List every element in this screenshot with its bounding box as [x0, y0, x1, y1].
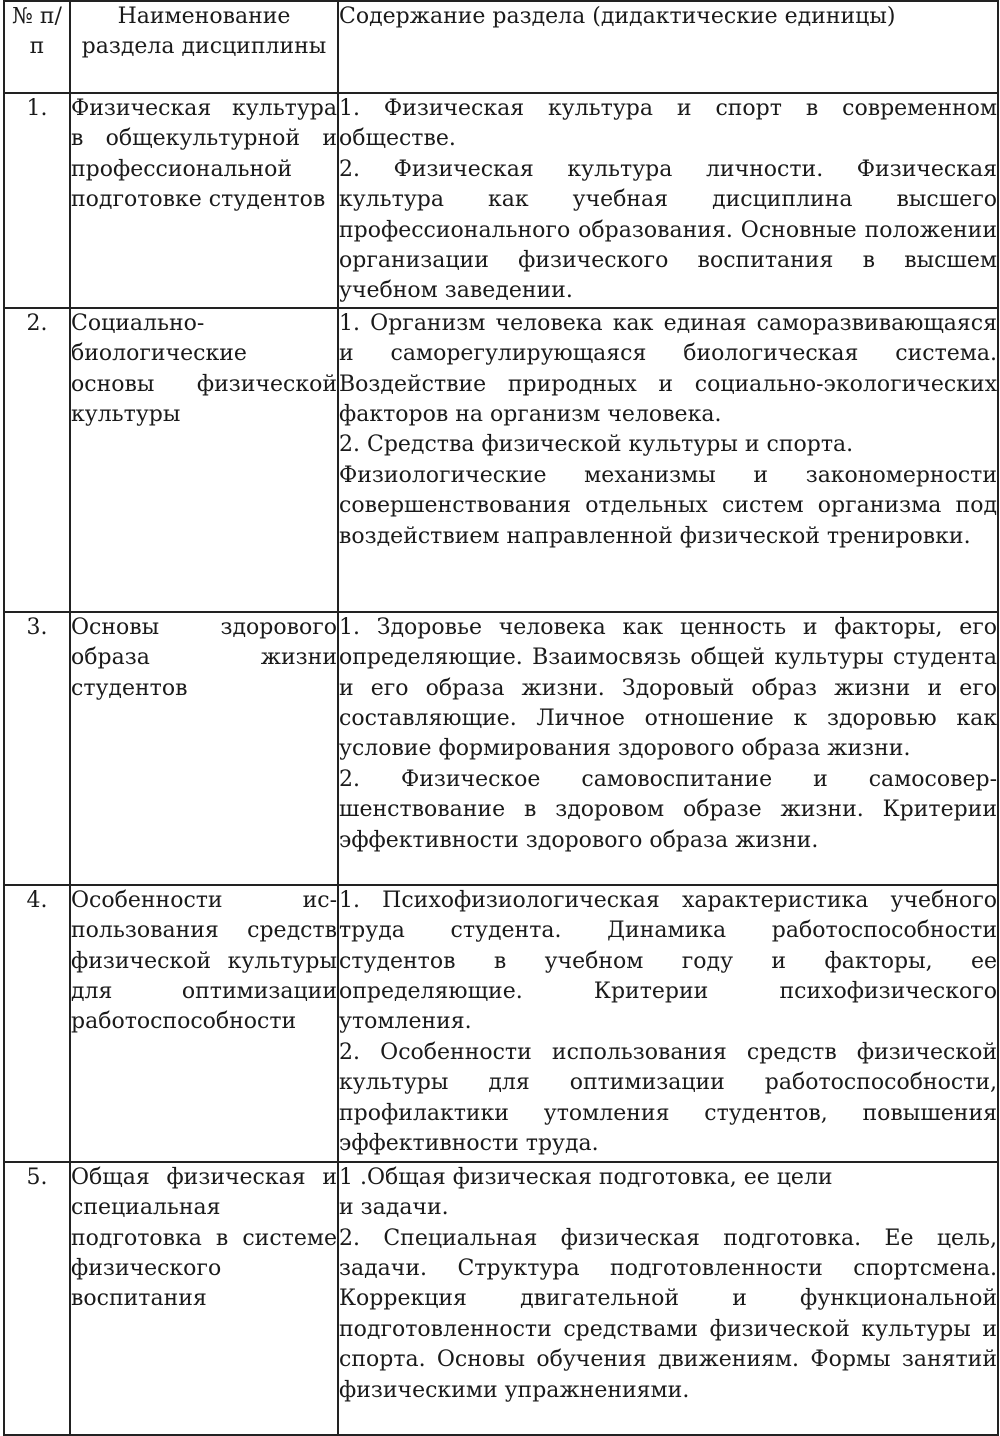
row-number: 1.	[4, 93, 70, 308]
table-header-row	[4, 1, 998, 93]
table-row	[4, 308, 998, 612]
table-row	[4, 1162, 998, 1435]
section-content	[338, 885, 998, 1162]
section-content	[338, 308, 998, 612]
section-content	[338, 93, 998, 308]
section-content	[338, 1162, 998, 1435]
content-paragraph: 1. Физическая культура и спорт в современном обществе.	[339, 96, 997, 152]
header-section-name: Наименование раздела дисциплины	[70, 1, 338, 93]
table-row	[4, 612, 998, 885]
section-name: Общая физическая и специальная подготовка в системе физического воспитания	[70, 1162, 338, 1435]
content-paragraph: 1. Здоровье человека как ценность и факторы, его определяющие. Взаимосвязь общей культуры студента и его образа жизни. Здоровый образ жизни и его составляющие. Личное отношение к здоровью как условие формирования здорового образа жизни.	[339, 614, 997, 762]
content-paragraph: Физиологические механизмы и закономерности совершенствования отдельных систем организма под воздействием направленной физической тренировки.	[339, 462, 997, 549]
row-number: 3.	[4, 612, 70, 885]
section-name: Основы здорового образа жизни студентов	[70, 612, 338, 885]
row-number: 4.	[4, 885, 70, 1162]
syllabus-table	[3, 0, 999, 1436]
table-row	[4, 93, 998, 308]
content-paragraph: 1. Организм человека как единая саморазвивающаяся и саморегулирующаяся биологическая система. Воздействие природных и социально-экологических факторов на организм человека.	[339, 310, 997, 428]
content-paragraph: 1. Психофизиологическая характеристика учебного труда студента. Динамика работоспособности студентов в учебном году и факторы, ее определяющие. Критерии психофизического утомления.	[339, 887, 997, 1035]
section-name: Социально-биологические основы физической культуры	[70, 308, 338, 612]
header-number: № п/ п	[4, 1, 70, 93]
section-content	[338, 612, 998, 885]
section-name: Особенности использования средств физической культуры для оптимизации работоспособности	[70, 885, 338, 1162]
content-paragraph: 2. Специальная физическая подготовка. Ее цель, задачи. Структура подготовленности спортсмена. Коррекция двигательной и функциональной подготовленности средствами физической культуры и спорта. Основы обучения движениям. Формы занятий физическими упражнениями.	[339, 1225, 997, 1403]
section-name: Физическая культура в общекультурной и профессиональной подготовке студентов	[70, 93, 338, 308]
row-number: 2.	[4, 308, 70, 612]
header-section-content: Содержание раздела (дидактические единицы)	[338, 1, 998, 93]
content-paragraph: 1 .Общая физическая подготовка, ее цели	[339, 1164, 833, 1190]
table-row	[4, 885, 998, 1162]
content-paragraph: 2. Физическое самовоспитание и самосовершенствование в здоровом образе жизни. Критерии эффективности здорового образа жизни.	[339, 766, 997, 853]
content-paragraph: 2. Физическая культура личности. Физическая культура как учебная дисциплина высшего профессионального образования. Основные положении организации физического воспитания в высшем учебном заведении.	[339, 156, 997, 304]
row-number: 5.	[4, 1162, 70, 1435]
content-paragraph: и задачи.	[339, 1195, 449, 1221]
content-paragraph: 2. Средства физической культуры и спорта.	[339, 432, 854, 458]
content-paragraph: 2. Особенности использования средств физической культуры для оптимизации работоспособности, профилактики утомления студентов, повышения эффективности труда.	[339, 1039, 997, 1157]
